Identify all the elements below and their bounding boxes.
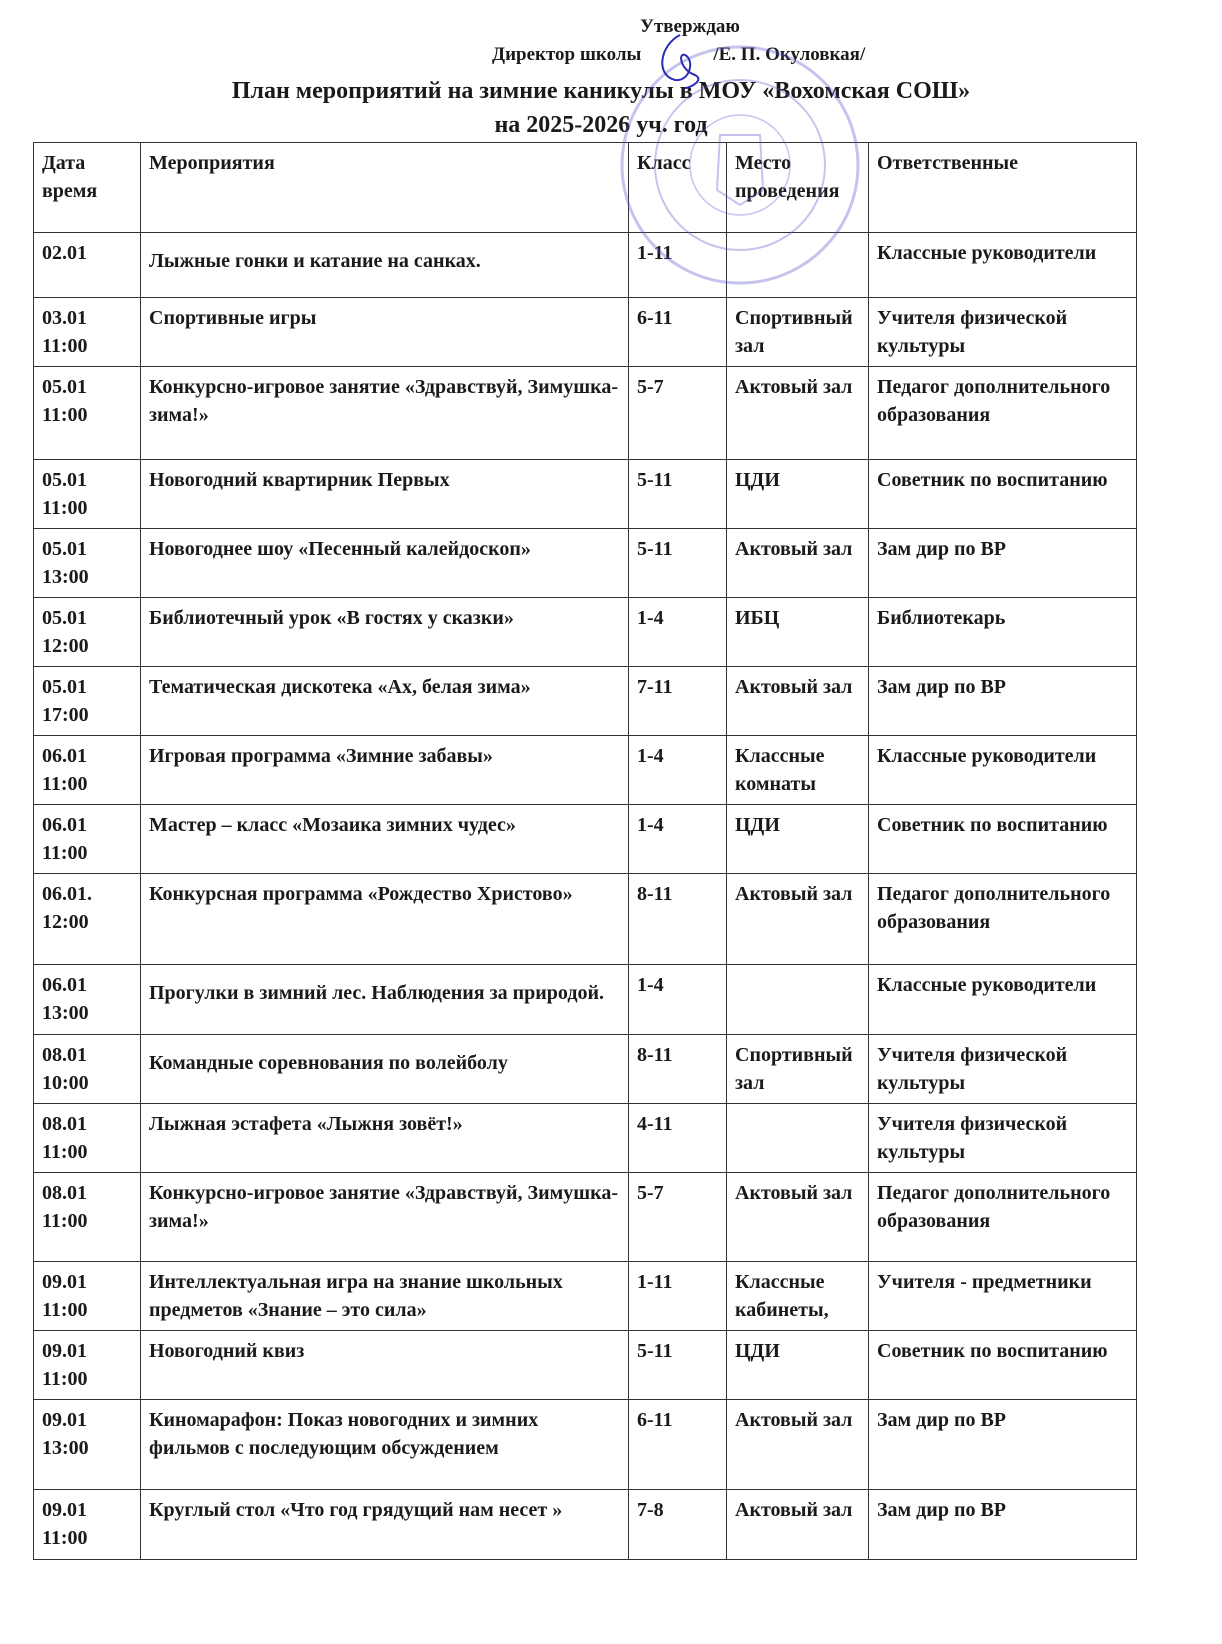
class-cell: 8-11 [629,1035,727,1104]
table-row [34,805,1137,874]
date-time-cell [34,529,141,598]
place-cell: Актовый зал [727,529,869,598]
responsible-cell: Зам дир по ВР [869,1490,1137,1560]
date-time-cell [34,367,141,460]
date-time-cell [34,1400,141,1490]
place-cell: Спортивный зал [727,298,869,367]
event-cell: Конкурсно-игровое занятие «Здравствуй, Зимушка-зима!» [141,1173,629,1262]
time: 12:00 [42,911,89,933]
table-row [34,874,1137,965]
event-cell: Тематическая дискотека «Ах, белая зима» [141,667,629,736]
event-cell: Лыжные гонки и катание на санках. [141,233,629,298]
event-cell: Новогоднее шоу «Песенный калейдоскоп» [141,529,629,598]
place-cell: ИБЦ [727,598,869,667]
date-time-cell [34,1104,141,1173]
place-cell: ЦДИ [727,1331,869,1400]
responsible-cell: Педагог дополнительного образования [869,367,1137,460]
date: 06.01 [42,745,87,767]
date-time-cell [34,965,141,1035]
place-cell [727,965,869,1035]
time: 11:00 [42,1141,88,1163]
event-cell: Прогулки в зимний лес. Наблюдения за природой. [141,965,629,1035]
date: 05.01 [42,607,87,629]
table-row [34,529,1137,598]
responsible-cell: Классные руководители [869,965,1137,1035]
class-cell: 1-11 [629,233,727,298]
date-time-cell [34,1331,141,1400]
class-cell: 5-11 [629,460,727,529]
place-cell: Актовый зал [727,1173,869,1262]
class-cell: 7-8 [629,1490,727,1560]
event-cell: Круглый стол «Что год грядущий нам несет » [141,1490,629,1560]
time: 11:00 [42,497,88,519]
date-time-cell [34,598,141,667]
table-row [34,598,1137,667]
table-row [34,1104,1137,1173]
date-time-cell [34,1173,141,1262]
table-row [34,1400,1137,1490]
place-cell: Актовый зал [727,367,869,460]
time: 13:00 [42,1437,89,1459]
responsible-cell: Учителя физической культуры [869,298,1137,367]
place-cell: Классные комнаты [727,736,869,805]
date: 09.01 [42,1340,87,1362]
table-row [34,736,1137,805]
date-time-cell [34,874,141,965]
event-cell: Интеллектуальная игра на знание школьных предметов «Знание – это сила» [141,1262,629,1331]
event-cell: Командные соревнования по волейболу [141,1035,629,1104]
time: 13:00 [42,566,89,588]
table-row [34,1262,1137,1331]
responsible-cell: Библиотекарь [869,598,1137,667]
column-header: Ответственные [869,143,1137,233]
director-label: Директор школы [492,44,642,65]
time: 11:00 [42,1299,88,1321]
place-cell: Актовый зал [727,1400,869,1490]
place-cell: Актовый зал [727,874,869,965]
time: 12:00 [42,635,89,657]
class-cell: 1-4 [629,805,727,874]
date: 05.01 [42,376,87,398]
time: 11:00 [42,1210,88,1232]
table-header-row [34,143,1137,233]
place-cell: ЦДИ [727,460,869,529]
date-time-cell [34,1035,141,1104]
class-cell: 6-11 [629,1400,727,1490]
table-row [34,1035,1137,1104]
table-row [34,667,1137,736]
date: 06.01. [42,883,92,905]
time: 17:00 [42,704,89,726]
table-row [34,460,1137,529]
class-cell: 5-7 [629,1173,727,1262]
class-cell: 7-11 [629,667,727,736]
date: 09.01 [42,1409,87,1431]
date: 08.01 [42,1113,87,1135]
time: 11:00 [42,1527,88,1549]
time: 11:00 [42,773,88,795]
place-cell: Классные кабинеты, [727,1262,869,1331]
time: 11:00 [42,1368,88,1390]
date: 05.01 [42,538,87,560]
event-cell: Библиотечный урок «В гостях у сказки» [141,598,629,667]
table-row [34,298,1137,367]
time: 11:00 [42,404,88,426]
date-time-cell [34,1490,141,1560]
event-cell: Конкурсно-игровое занятие «Здравствуй, Зимушка-зима!» [141,367,629,460]
time: 13:00 [42,1002,89,1024]
place-cell [727,1104,869,1173]
responsible-cell: Педагог дополнительного образования [869,1173,1137,1262]
column-header: Место проведения [727,143,869,233]
event-cell: Лыжная эстафета «Лыжня зовёт!» [141,1104,629,1173]
table-row [34,233,1137,298]
responsible-cell: Учителя физической культуры [869,1035,1137,1104]
responsible-cell: Советник по воспитанию [869,1331,1137,1400]
director-name: /Е. П. Окуловкая/ [713,44,866,65]
date-time-cell [34,667,141,736]
column-header: Класс [629,143,727,233]
place-cell: Актовый зал [727,667,869,736]
responsible-cell: Советник по воспитанию [869,805,1137,874]
date: 05.01 [42,676,87,698]
date-time-cell [34,233,141,298]
document-title: План мероприятий на зимние каникулы в МОУ «Вохомская СОШ» [231,78,971,104]
time: 11:00 [42,335,88,357]
class-cell: 5-11 [629,529,727,598]
document-subtitle: на 2025-2026 уч. год [494,112,708,138]
table-row [34,965,1137,1035]
class-cell: 4-11 [629,1104,727,1173]
class-cell: 5-11 [629,1331,727,1400]
events-table [33,142,1137,1560]
date-time-cell [34,805,141,874]
class-cell: 1-4 [629,965,727,1035]
class-cell: 8-11 [629,874,727,965]
date: 05.01 [42,469,87,491]
class-cell: 6-11 [629,298,727,367]
class-cell: 1-4 [629,598,727,667]
responsible-cell: Учителя физической культуры [869,1104,1137,1173]
event-cell: Мастер – класс «Мозаика зимних чудес» [141,805,629,874]
responsible-cell: Классные руководители [869,736,1137,805]
place-cell: Актовый зал [727,1490,869,1560]
column-header: Мероприятия [141,143,629,233]
responsible-cell: Советник по воспитанию [869,460,1137,529]
date-time-cell [34,298,141,367]
director-line [492,44,865,66]
place-cell: Спортивный зал [727,1035,869,1104]
date: 08.01 [42,1182,87,1204]
date-time-cell [34,460,141,529]
date: 06.01 [42,814,87,836]
date: 09.01 [42,1499,87,1521]
responsible-cell: Педагог дополнительного образования [869,874,1137,965]
date-time-cell [34,1262,141,1331]
date-time-cell [34,736,141,805]
table-row [34,367,1137,460]
date: 09.01 [42,1271,87,1293]
class-cell: 1-4 [629,736,727,805]
place-cell: ЦДИ [727,805,869,874]
responsible-cell: Учителя - предметники [869,1262,1137,1331]
date: 03.01 [42,307,87,329]
column-header: Дата время [34,143,141,233]
event-cell: Конкурсная программа «Рождество Христово» [141,874,629,965]
responsible-cell: Зам дир по ВР [869,667,1137,736]
event-cell: Спортивные игры [141,298,629,367]
time: 11:00 [42,842,88,864]
time: 10:00 [42,1072,89,1094]
date: 02.01 [42,242,87,264]
table-row [34,1331,1137,1400]
date: 06.01 [42,974,87,996]
event-cell: Новогодний квиз [141,1331,629,1400]
date: 08.01 [42,1044,87,1066]
place-cell [727,233,869,298]
event-cell: Игровая программа «Зимние забавы» [141,736,629,805]
table-row [34,1173,1137,1262]
class-cell: 1-11 [629,1262,727,1331]
responsible-cell: Классные руководители [869,233,1137,298]
event-cell: Киномарафон: Показ новогодних и зимних фильмов с последующим обсуждением [141,1400,629,1490]
event-cell: Новогодний квартирник Первых [141,460,629,529]
responsible-cell: Зам дир по ВР [869,529,1137,598]
approval-label: Утверждаю [640,16,740,37]
responsible-cell: Зам дир по ВР [869,1400,1137,1490]
class-cell: 5-7 [629,367,727,460]
table-row [34,1490,1137,1560]
